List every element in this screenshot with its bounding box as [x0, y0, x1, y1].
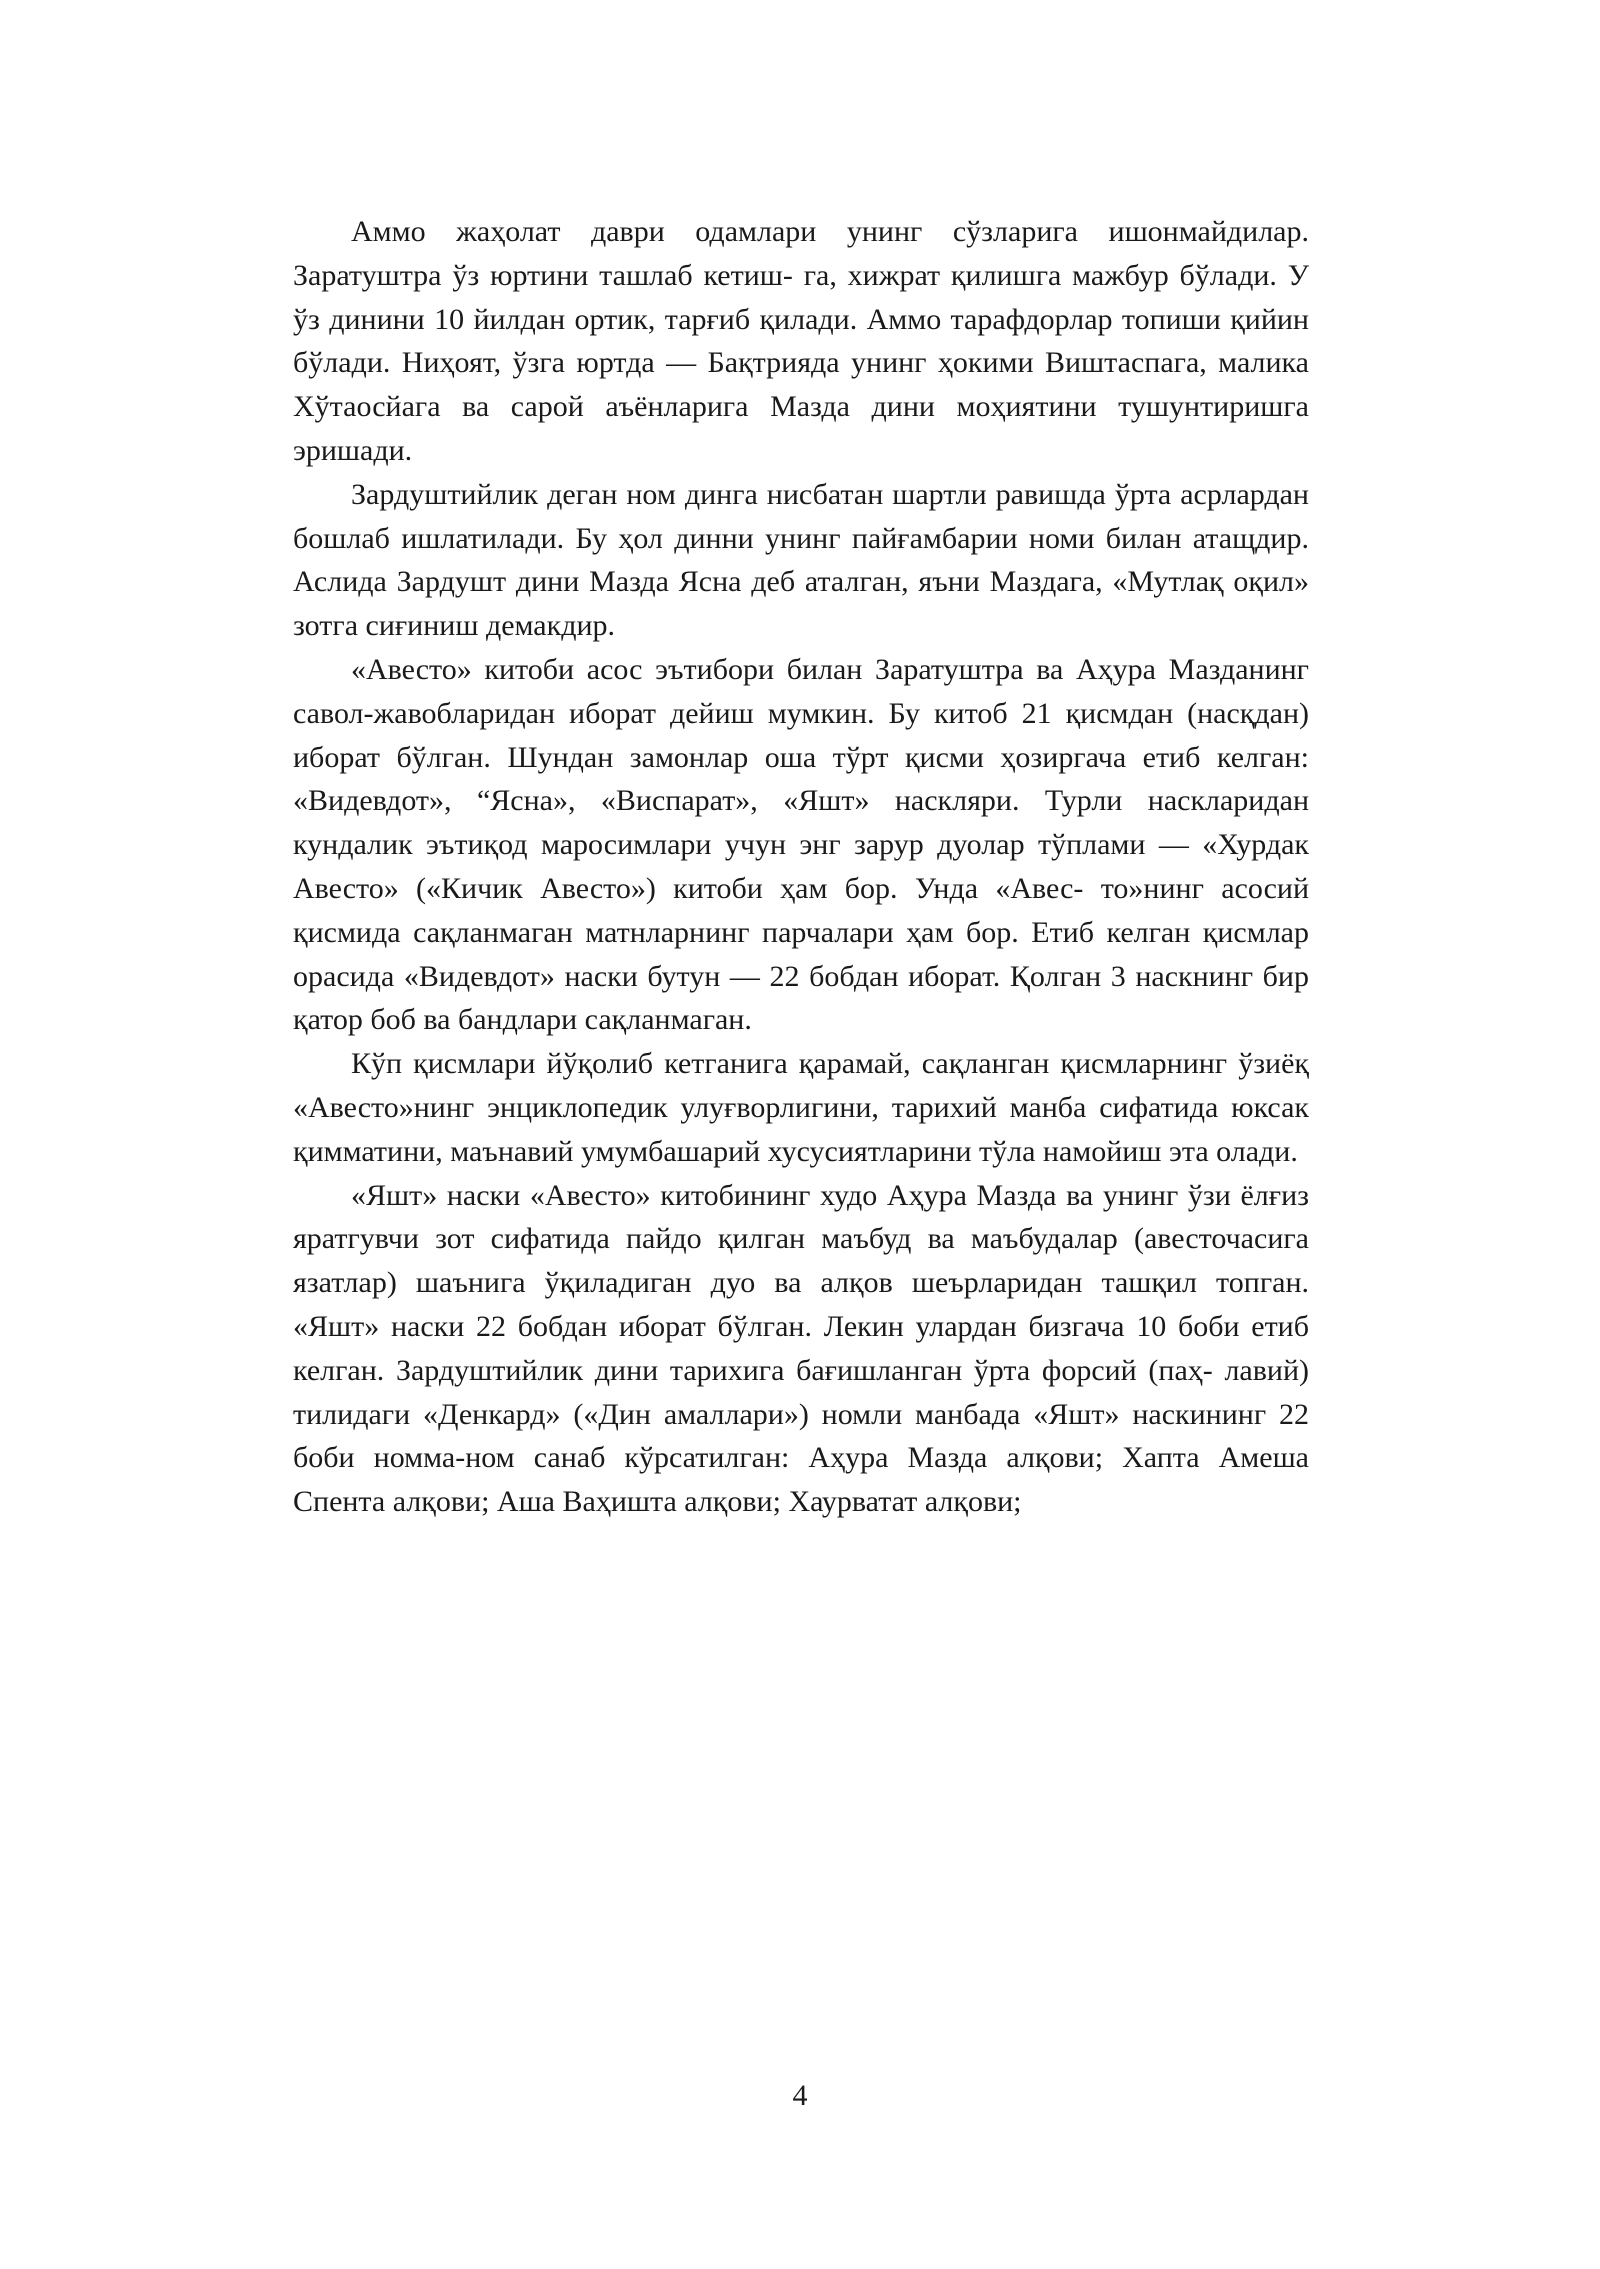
- paragraph: «Яшт» наски «Авесто» китобининг худо Аҳура Мазда ва унинг ўзи ёлғиз яратгувчи зот сифатида пайдо қилган маъбуд ва маъбудалар (авесточасига язатлар) шаънига ўқиладиган дуо ва алқов шеърларидан ташқил топган. «Яшт» наски 22 бобдан иборат бўлган. Лекин улардан бизгача 10 боби етиб келган. Зардуштийлик дини тарихига бағишланган ўрта форсий (паҳ- лавий) тилидаги «Денкард» («Дин амаллари») номли манбада «Яшт» наскининг 22 боби номма-ном санаб кўрсатилган: Аҳура Мазда алқови; Хапта Амеша Спента алқови; Аша Ваҳишта алқови; Хаурватат алқови;: [293, 1178, 1309, 1519]
- paragraph: «Авесто» китоби асос эътибори билан Заратуштра ва Аҳура Мазданинг савол-жавобларидан иборат дейиш мумкин. Бу китоб 21 қисмдан (насқдан) иборат бўлган. Шундан замонлар оша тўрт қисми ҳозиргача етиб келган: «Видевдот», “Ясна», «Виспарат», «Яшт» наскляри. Турли наскларидан кундалик эътиқод маросимлари учун энг зарур дуолар тўплами — «Хурдак Авесто» («Кичик Авесто») китоби ҳам бор. Унда «Авес- то»нинг асосий қисмида сақланмаган матнларнинг парчалари ҳам бор. Етиб келган қисмлар орасида «Видевдот» наски бутун — 22 бобдан иборат. Қолган 3 наскнинг бир қатор боб ва бандлари сақланмаган.: [293, 652, 1309, 1037]
- paragraph: Аммо жаҳолат даври одамлари унинг сўзларига ишонмайдилар. Заратуштра ўз юртини ташлаб кетиш- га, хижрат қилишга мажбур бўлади. У ўз динини 10 йилдан ортик, тарғиб қилади. Аммо тарафдорлар топиши қийин бўлади. Ниҳоят, ўзга юртда — Бақтрияда унинг ҳокими Виштаспага, малика Хўтаосйага ва сарой аъёнларига Мазда дини моҳиятини тушунтиришга эришади.: [293, 215, 1309, 467]
- paragraph: Зардуштийлик деган ном динга нисбатан шартли равишда ўрта асрлардан бошлаб ишлатилади. Бу ҳол динни унинг пайғамбарии номи билан атащдир. Аслида Зардушт дини Мазда Ясна деб аталган, яъни Маздага, «Мутлақ оқил» зотга сиғиниш демакдир.: [293, 477, 1309, 643]
- body-text: [293, 210, 1309, 1524]
- page-number: 4: [792, 2079, 808, 2112]
- paragraph: Кўп қисмлари йўқолиб кетганига қарамай, сақланган қисмларнинг ўзиёқ «Авесто»нинг энциклопедик улуғворлигини, тарихий манба сифатида юксак қимматини, маънавий умумбашарий хусусиятларини тўла намойиш эта олади.: [293, 1047, 1309, 1168]
